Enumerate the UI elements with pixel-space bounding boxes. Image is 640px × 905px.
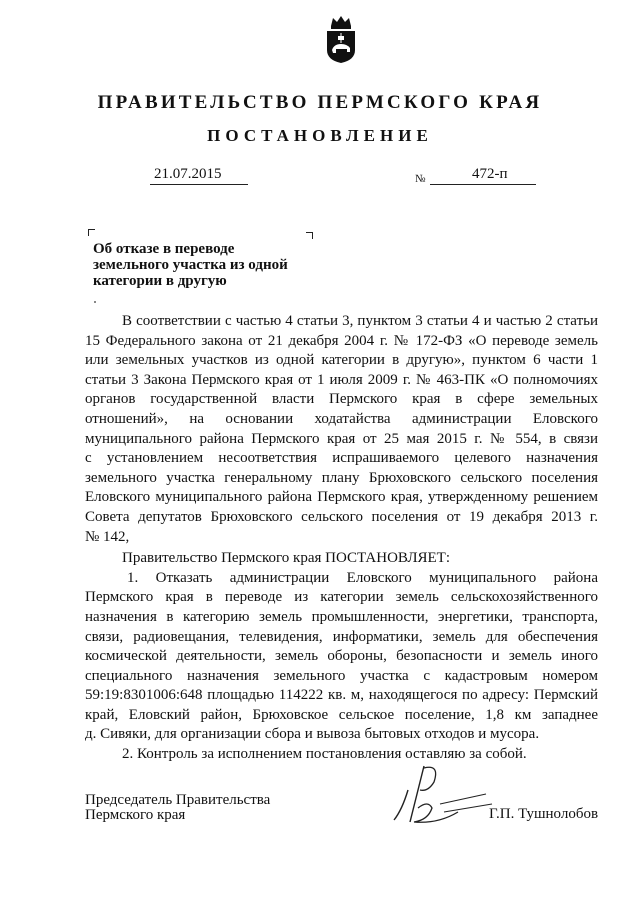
preamble-line: земельного участка генеральному плану Брюховского сельского поселения	[85, 469, 598, 486]
signatory-name: Г.П. Тушнолобов	[489, 806, 599, 822]
preamble-line: статьи 3 Закона Пермского края от 1 июля 2009 г. № 463-ПК «О полномочиях	[85, 371, 598, 388]
item-1-line: д. Сивяки, для организации сбора и вывоза бытовых отходов и мусора.	[85, 726, 540, 743]
preamble-line: или земельных участков из одной категории в другую», пунктом 6 части 1	[85, 352, 598, 369]
preamble-line: отношений», на основании ходатайства администрации Еловского	[85, 410, 598, 427]
decree-body	[85, 312, 598, 765]
number-sign: №	[415, 173, 426, 185]
subject-line: земельного участка из одной	[93, 257, 288, 273]
item-1-line: связи, радиовещания, телевидения, информатики, земель для обеспечения	[85, 628, 598, 645]
scan-dot	[94, 301, 96, 303]
preamble-line: № 142,	[85, 528, 130, 545]
preamble-paragraph	[85, 312, 598, 547]
position-line: Председатель Правительства	[85, 792, 271, 808]
subject-line: Об отказе в переводе	[93, 241, 235, 257]
coat-of-arms-icon	[323, 14, 359, 64]
preamble-line: 15 Федерального закона от 21 декабря 2004 г. № 172-ФЗ «О переводе земель	[85, 332, 598, 349]
item-1-line: назначения в категорию земель промышленности, энергетики, транспорта,	[85, 608, 598, 625]
item-1-line: космической деятельности, земель обороны, безопасности и земель иного	[85, 648, 598, 665]
preamble-line: В соответствии с частью 4 статьи 3, пунктом 3 статьи 4 и частью 2 статьи	[122, 313, 598, 329]
subject-corner-left	[88, 229, 95, 236]
item-1-line: Пермского края в переводе из категории земель сельскохозяйственного	[85, 589, 598, 606]
decree-date: 21.07.2015	[150, 164, 248, 185]
subject-line: категории в другую	[93, 273, 227, 289]
item-1-line: край, Еловский район, Брюховское сельское поселение, 1,8 км западнее	[85, 706, 598, 723]
handwritten-signature	[388, 760, 498, 830]
resolves-line: Правительство Пермского края ПОСТАНОВЛЯЕТ:	[122, 550, 451, 567]
item-1-line: специального назначения земельного участка с кадастровым номером	[85, 667, 598, 684]
position-line: Пермского края	[85, 807, 186, 823]
item-1-line: 1. Отказать администрации Еловского муниципального района	[127, 569, 598, 586]
preamble-line: Совета депутатов Брюховского сельского поселения от 19 декабря 2013 г.	[85, 508, 598, 525]
government-title: ПРАВИТЕЛЬСТВО ПЕРМСКОГО КРАЯ	[97, 92, 543, 113]
decree-number: 472-п	[430, 164, 536, 185]
document-type-title: ПОСТАНОВЛЕНИЕ	[207, 126, 433, 145]
preamble-line: с установлением несоответствия испрашиваемого целевого назначения	[85, 450, 598, 467]
signatory-position	[85, 793, 270, 823]
preamble-line: органов государственной власти Пермского края в сфере земельных	[85, 391, 598, 408]
preamble-line: муниципального района Пермского края от 25 мая 2015 г. № 554, в связи	[85, 430, 598, 447]
item-1-line: 59:19:8301006:648 площадью 114222 кв. м, находящегося по адресу: Пермский	[85, 687, 598, 704]
subject-corner-right	[306, 232, 313, 239]
decree-subject	[93, 241, 313, 289]
preamble-line: Еловского муниципального района Пермского края, утвержденному решением	[85, 489, 598, 506]
item-2-paragraph: 2. Контроль за исполнением постановления оставляю за собой.	[122, 746, 527, 763]
item-1-paragraph	[85, 569, 598, 745]
